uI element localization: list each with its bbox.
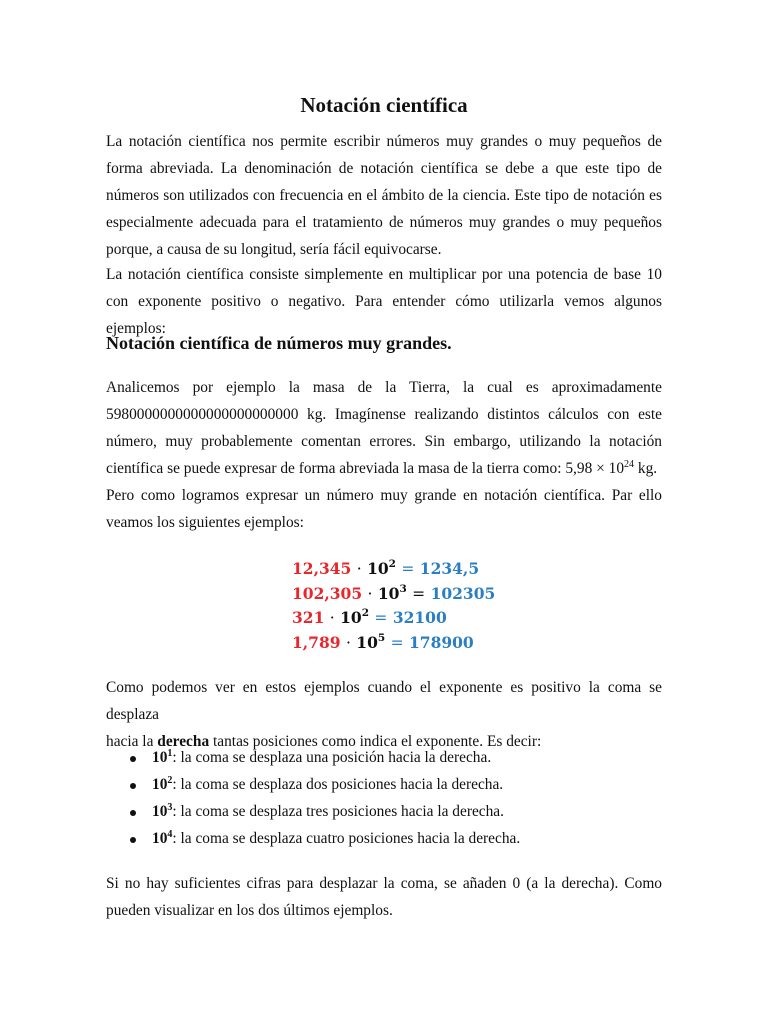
example-exponent: 2 (388, 558, 396, 570)
rule-text: tantas posiciones como indica el exponente. Es decir: (209, 733, 542, 750)
power-exponent: 1 (167, 748, 173, 759)
example-result: 1234,5 (419, 559, 480, 578)
equals-sign: = (390, 633, 404, 652)
list-item (106, 771, 662, 798)
rule-description: : la coma se desplaza dos posiciones hacia la derecha. (172, 776, 504, 793)
equals-sign: = (401, 560, 415, 578)
equals-sign: = (412, 584, 426, 603)
power-exponent: 3 (167, 802, 173, 813)
section-heading: Notación científica de números muy grandes. (106, 333, 452, 353)
multiply-dot: · (345, 633, 351, 652)
bullet-icon (130, 783, 136, 789)
example-base: 10 (367, 559, 389, 578)
paragraph-line: veamos los siguientes ejemplos: (106, 514, 304, 531)
paragraph-line: Analicemos por ejemplo la masa de la Tierra, la cual es aproximadamente (106, 379, 662, 396)
list-item (106, 825, 662, 852)
example-mantissa: 321 (292, 608, 325, 627)
paragraph-line: Pero como logramos expresar un número muy grande en notación científica. Par ello (106, 487, 662, 504)
earth-mass-exponent: 24 (624, 459, 635, 470)
example-row (292, 631, 495, 656)
intro-paragraph-1: La notación científica nos permite escribir números muy grandes o muy pequeños de forma abreviada. La denominación de notación científica se debe a que este tipo de números son utilizados con frecuencia en el ámbito de la ciencia. Este tipo de notación es especialmente adecuada para el tratamiento de números muy grandes o muy pequeños porque, a causa de su longitud, sería fácil equivocarse. (106, 133, 662, 258)
rule-emphasis: derecha (157, 733, 210, 750)
earth-mass-unit: kg. (634, 460, 658, 477)
list-item (106, 744, 662, 771)
multiply-dot: · (356, 560, 362, 578)
examples-block (292, 557, 495, 655)
example-row (292, 557, 495, 582)
example-base: 10 (377, 583, 400, 603)
exponent-rules-list (106, 744, 662, 852)
paragraph-line (106, 455, 662, 482)
intro-paragraph-2: La notación científica consiste simplemente en multiplicar por una potencia de base 10 con exponente positivo o negativo. Para entender cómo utilizarla vemos algunos ejemplos: (106, 266, 662, 337)
earth-mass-paragraph (106, 374, 662, 482)
power-base: 10 (152, 803, 168, 820)
multiply-dot: · (367, 584, 373, 603)
paragraph-line: 5980000000000000000000000 kg. Imagínense realizando distintos cálculos con este (106, 406, 662, 423)
rule-description: : la coma se desplaza cuatro posiciones hacia la derecha. (172, 830, 521, 847)
example-row (292, 606, 495, 631)
list-item (106, 798, 662, 825)
page-title: Notación científica (300, 93, 468, 117)
rule-description: : la coma se desplaza una posición hacia la derecha. (172, 749, 492, 766)
example-base: 10 (340, 608, 362, 627)
example-mantissa: 102,305 (292, 583, 363, 603)
comma-rule-paragraph (106, 674, 662, 755)
paragraph-line: Como podemos ver en estos ejemplos cuando el exponente es positivo la coma se desplaza (106, 679, 662, 723)
example-row (292, 582, 495, 607)
bullet-icon (130, 810, 136, 816)
example-mantissa: 1,789 (292, 632, 341, 652)
bullet-icon (130, 837, 136, 843)
example-result: 102305 (430, 583, 496, 603)
power-exponent: 2 (167, 775, 173, 786)
rule-description: : la coma se desplaza tres posiciones hacia la derecha. (172, 803, 504, 820)
examples-intro-paragraph (106, 482, 662, 536)
paragraph-line: número, muy probablemente comentan errores. Sin embargo, utilizando la notación (106, 433, 662, 450)
example-base: 10 (356, 632, 378, 652)
example-mantissa: 12,345 (292, 559, 352, 578)
example-result: 32100 (392, 608, 447, 627)
multiply-dot: · (329, 609, 335, 627)
example-exponent: 5 (377, 631, 386, 644)
example-exponent: 3 (399, 582, 407, 595)
equals-sign: = (374, 609, 388, 627)
closing-paragraph (106, 870, 662, 924)
bullet-icon (130, 756, 136, 762)
power-base: 10 (152, 830, 168, 847)
example-result: 178900 (409, 632, 474, 652)
power-base: 10 (152, 776, 168, 793)
power-base: 10 (152, 749, 168, 766)
paragraph-line: pueden visualizar en los dos últimos ejemplos. (106, 902, 393, 919)
paragraph-line: Si no hay suficientes cifras para desplazar la coma, se añaden 0 (a la derecha). Como (106, 875, 662, 892)
example-exponent: 2 (361, 607, 369, 619)
earth-mass-text: científica se puede expresar de forma abreviada la masa de la tierra como: 5,98 × 10 (106, 460, 625, 477)
power-exponent: 4 (167, 829, 173, 840)
rule-text: hacia la (106, 733, 158, 750)
